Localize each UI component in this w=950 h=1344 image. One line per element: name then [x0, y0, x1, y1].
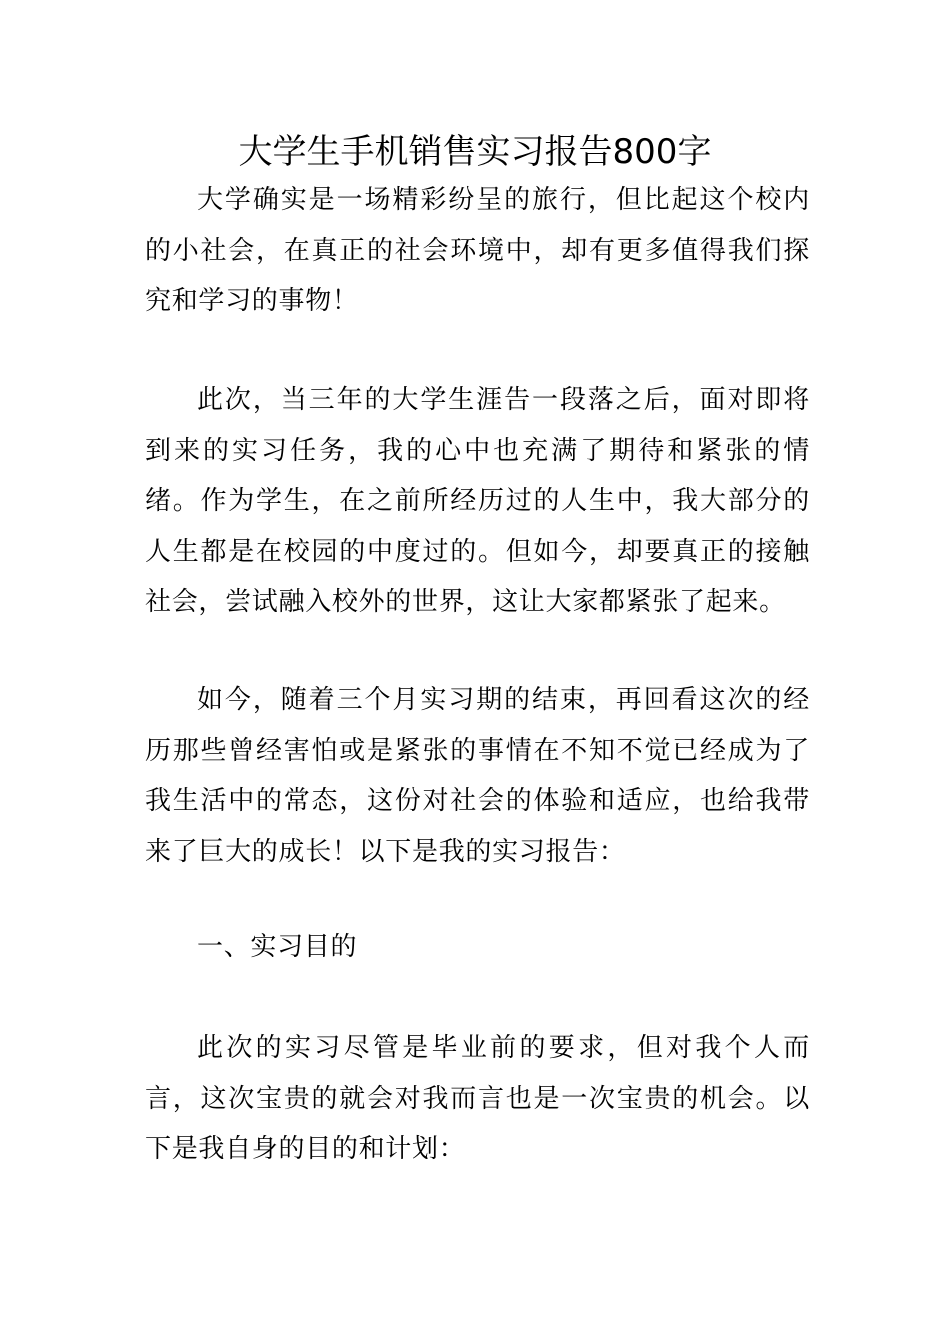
paragraph-reflection: 如今，随着三个月实习期的结束，再回看这次的经历那些曾经害怕或是紧张的事情在不知不觉已经成为了我生活中的常态，这份对社会的体验和适应，也给我带来了巨大的成长！以下是我的实习报告： — [145, 685, 810, 867]
section-heading-purpose: 一、实习目的 — [197, 932, 358, 962]
paragraph-purpose: 此次的实习尽管是毕业前的要求，但对我个人而言，这次宝贵的就会对我而言也是一次宝贵的机会。以下是我自身的目的和计划： — [145, 1033, 810, 1164]
paragraph-intro: 大学确实是一场精彩纷呈的旅行，但比起这个校内的小社会，在真正的社会环境中，却有更多值得我们探究和学习的事物！ — [145, 185, 810, 316]
document-title: 大学生手机销售实习报告800字 — [238, 132, 712, 172]
paragraph-background: 此次，当三年的大学生涯告一段落之后，面对即将到来的实习任务，我的心中也充满了期待和紧张的情绪。作为学生，在之前所经历过的人生中，我大部分的人生都是在校园的中度过的。但如今，却要真正的接触社会，尝试融入校外的世界，这让大家都紧张了起来。 — [145, 385, 810, 617]
